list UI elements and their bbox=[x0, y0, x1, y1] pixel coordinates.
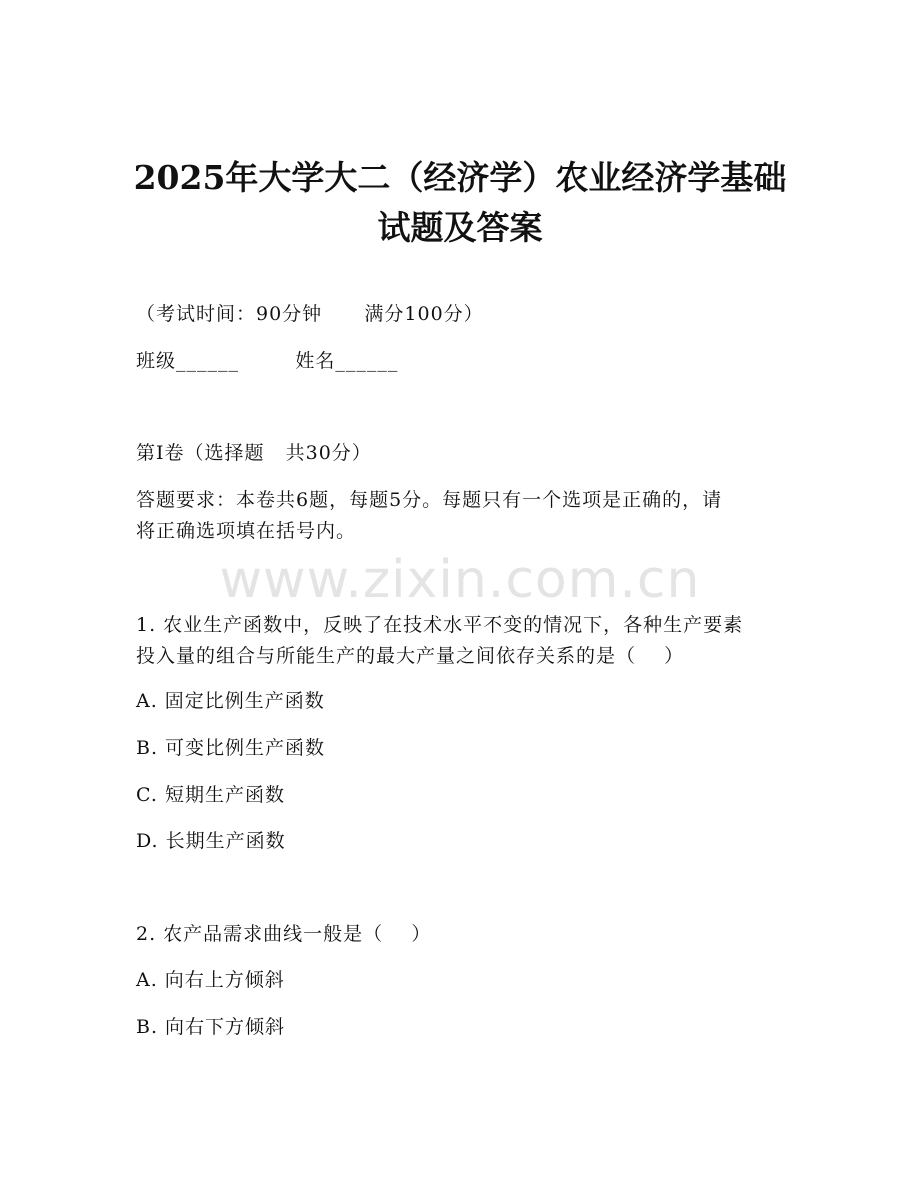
question-1-option-c: C. 短期生产函数 bbox=[136, 784, 285, 806]
question-1-option-b: B. 可变比例生产函数 bbox=[136, 737, 326, 759]
question-2-option-a: A. 向右上方倾斜 bbox=[136, 969, 285, 991]
section-title: 第Ⅰ卷（选择题 共30分） bbox=[136, 442, 372, 464]
instructions-line-2: 将正确选项填在括号内。 bbox=[136, 520, 357, 542]
class-name-line: 班级______ 姓名______ bbox=[136, 350, 399, 372]
question-1-option-d: D. 长期生产函数 bbox=[136, 830, 286, 852]
question-1-option-a: A. 固定比例生产函数 bbox=[136, 690, 325, 712]
exam-info: （考试时间：90分钟 满分100分） bbox=[136, 303, 484, 325]
document-title-line-1: 2025年大学大二（经济学）农业经济学基础 bbox=[133, 158, 787, 197]
watermark: www.zixin.com.cn bbox=[219, 550, 701, 610]
document-title-line-2: 试题及答案 bbox=[377, 208, 543, 247]
instructions-line-1: 答题要求：本卷共6题，每题5分。每题只有一个选项是正确的，请 bbox=[136, 489, 723, 511]
question-2-option-b: B. 向右下方倾斜 bbox=[136, 1016, 286, 1038]
question-1-stem-line-1: 1. 农业生产函数中，反映了在技术水平不变的情况下，各种生产要素 bbox=[136, 614, 744, 636]
question-1-stem-line-2: 投入量的组合与所能生产的最大产量之间依存关系的是（ ） bbox=[136, 645, 685, 667]
question-2-stem-line-1: 2. 农产品需求曲线一般是（ ） bbox=[136, 923, 432, 945]
